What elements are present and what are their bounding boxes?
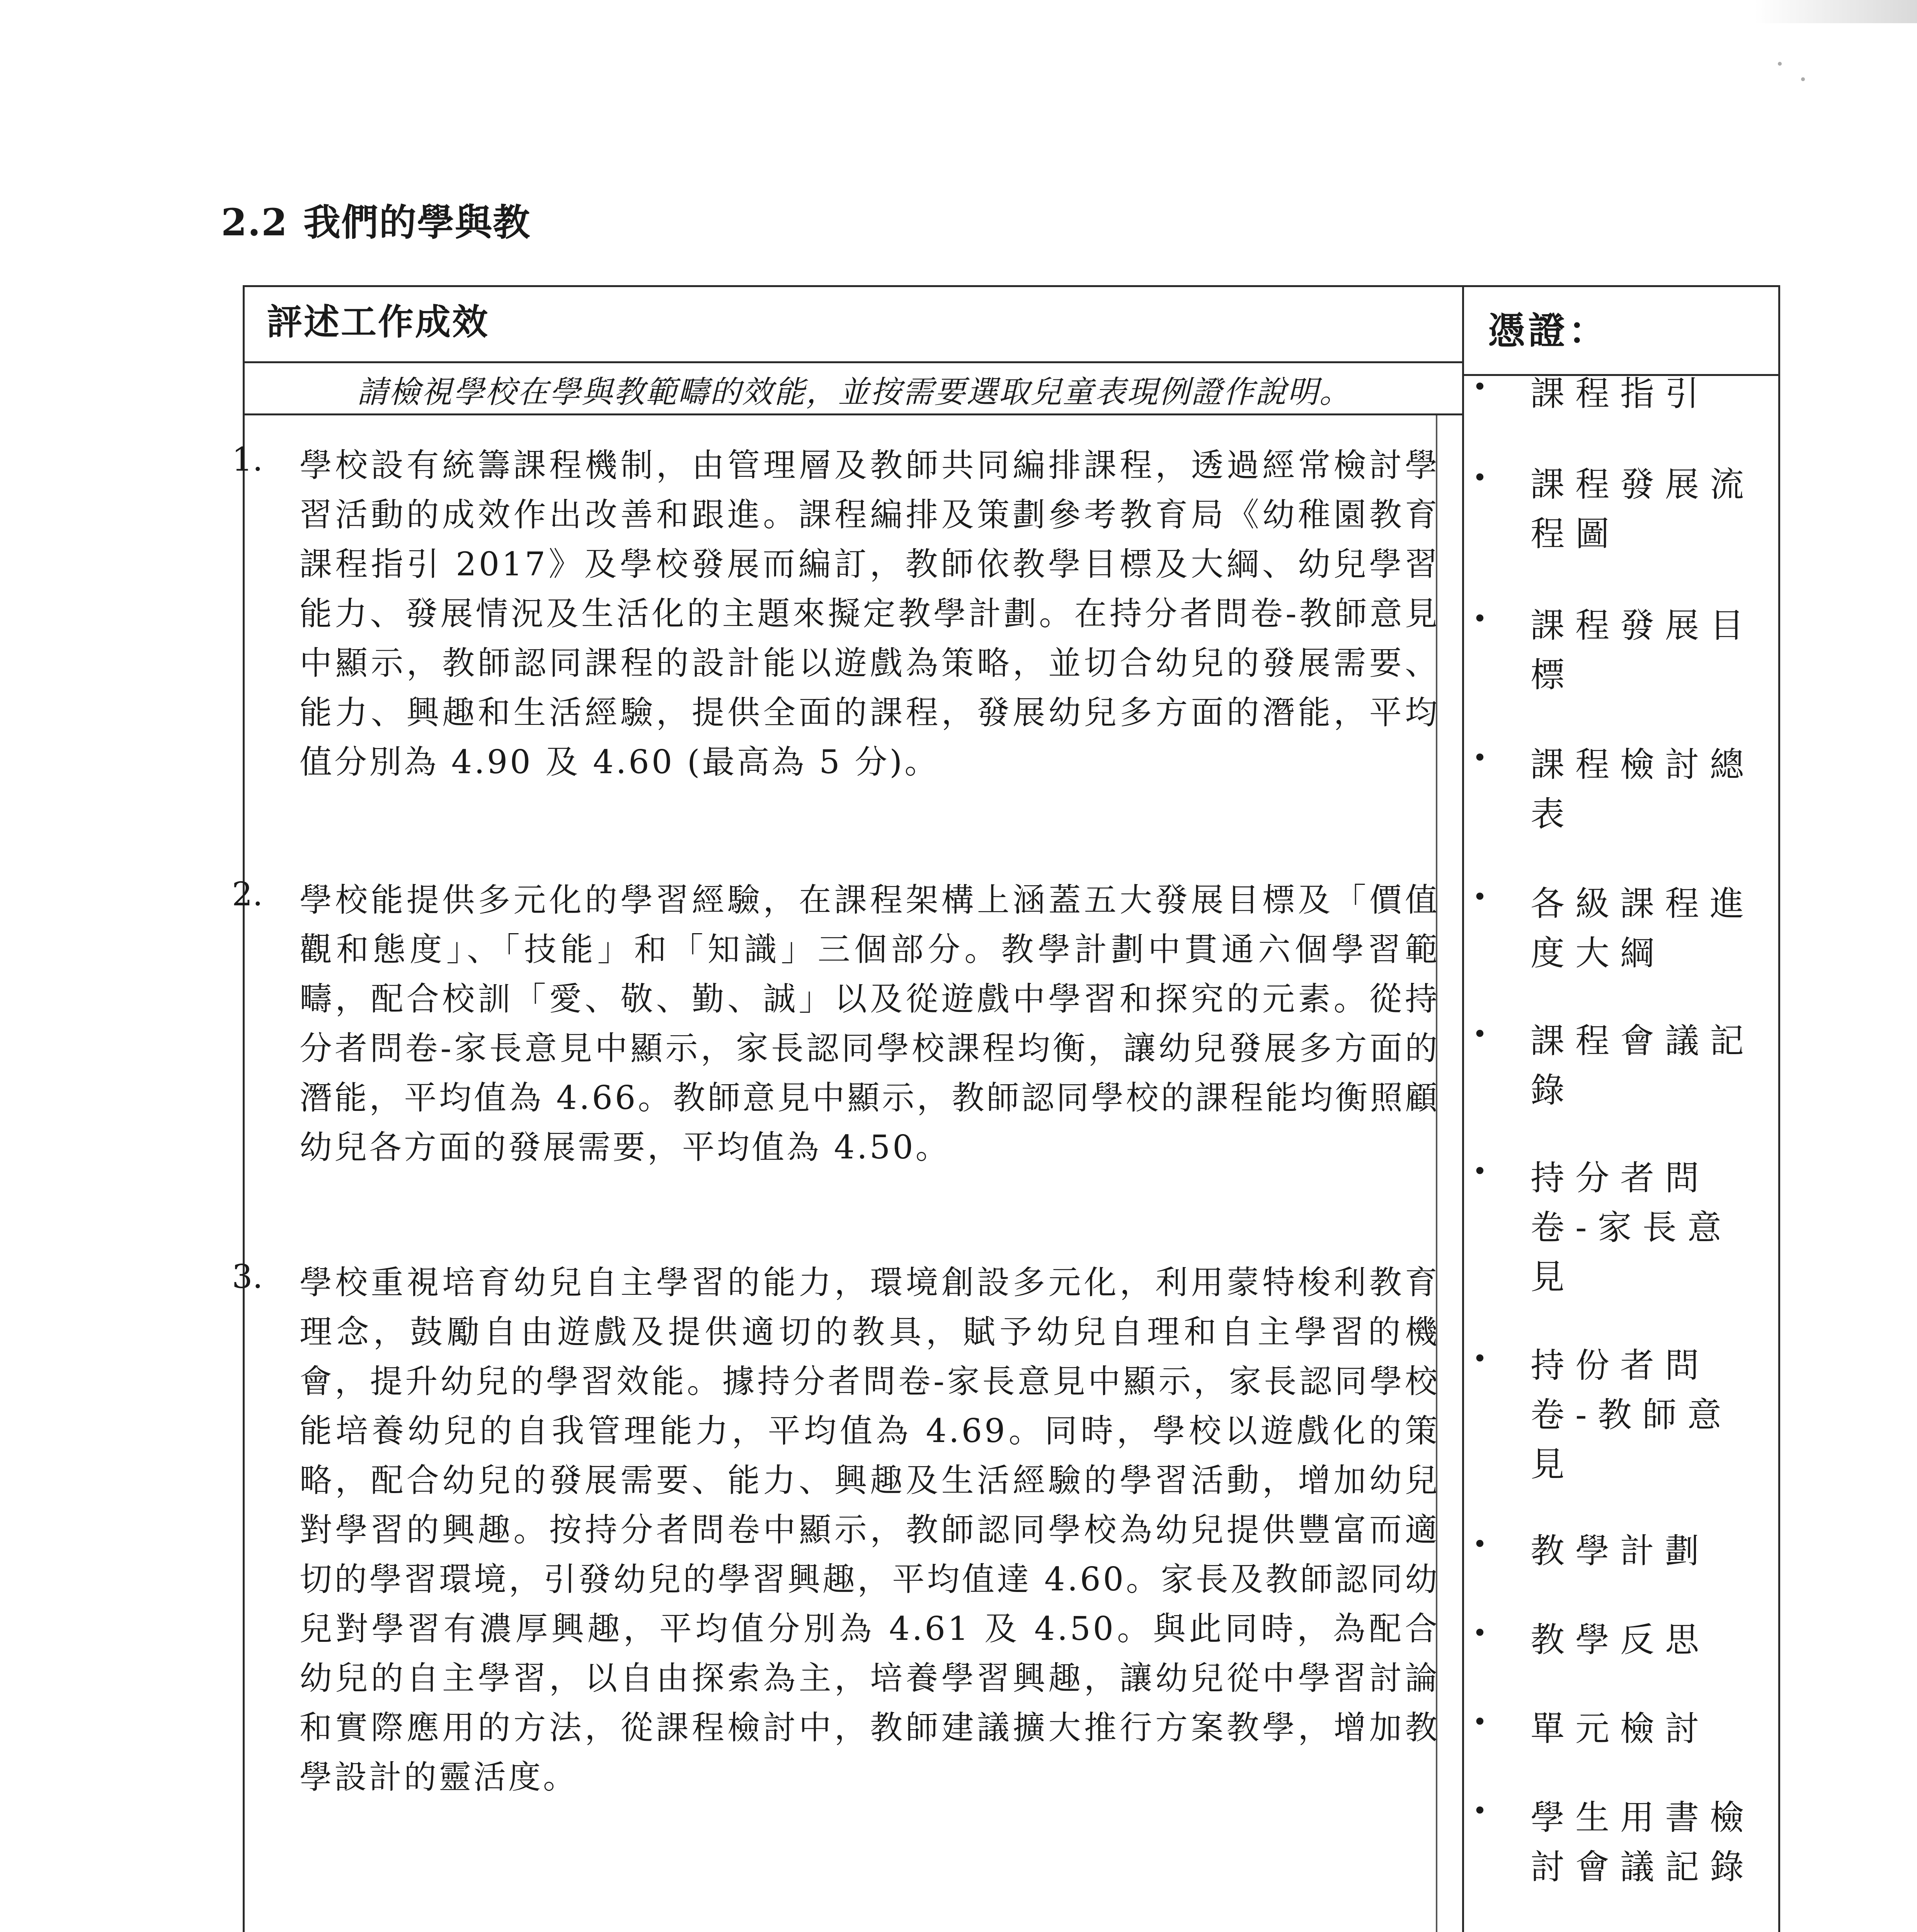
bullet-icon: • xyxy=(1473,373,1487,401)
section-title-text: 我們的學與教 xyxy=(303,201,531,244)
evidence-label: 學生用書檢討會議記錄 xyxy=(1531,1798,1755,1887)
scan-speck xyxy=(1801,77,1805,81)
item-number: 1. xyxy=(232,440,263,478)
evaluation-item xyxy=(232,875,1442,1172)
bullet-icon: • xyxy=(1473,1619,1487,1648)
evidence-label: 持分者問卷-家長意見 xyxy=(1531,1158,1732,1297)
column-divider xyxy=(1462,285,1464,1932)
bullet-icon: • xyxy=(1473,464,1487,492)
instruction-divider xyxy=(243,413,1464,415)
evaluation-item xyxy=(232,1258,1442,1802)
bullet-icon: • xyxy=(1473,605,1487,633)
instruction-text: 請檢視學校在學與教範疇的效能，並按需要選取兒童表現例證作說明。 xyxy=(357,374,1352,410)
column-header-evaluation: 評述工作成效 xyxy=(267,301,490,343)
evidence-label: 課程會議記錄 xyxy=(1531,1021,1755,1110)
bullet-icon: • xyxy=(1473,1020,1487,1049)
bullet-icon: • xyxy=(1473,1157,1487,1186)
evidence-label: 課程檢討總表 xyxy=(1531,745,1755,834)
evidence-label: 課程發展目標 xyxy=(1531,605,1755,695)
section-title xyxy=(221,193,531,246)
header-divider-left xyxy=(243,361,1464,363)
bullet-icon: • xyxy=(1473,744,1487,772)
bullet-icon: • xyxy=(1473,1797,1487,1825)
evidence-label: 課程指引 xyxy=(1531,374,1710,413)
evidence-label: 持份者問卷-教師意見 xyxy=(1531,1345,1732,1484)
bullet-icon: • xyxy=(1473,1530,1487,1559)
bullet-icon: • xyxy=(1473,883,1487,912)
bullet-icon: • xyxy=(1473,1708,1487,1736)
column-header-evidence: 憑證： xyxy=(1488,309,1609,352)
section-number: 2.2 xyxy=(221,201,288,244)
evidence-label: 教學反思 xyxy=(1531,1620,1710,1660)
bullet-icon: • xyxy=(1473,1345,1487,1373)
item-text: 學校設有統籌課程機制，由管理層及教師共同編排課程，透過經常檢討學習活動的成效作出改善和跟進。課程編排及策劃參考教育局《幼稚園教育課程指引 2017》及學校發展而編訂，教師依教學目標及大綱、幼兒學習能力、發展情況及生活化的主題來擬定教學計劃。在持分者問卷-教師意見中顯示，教師認同課程的設計能以遊戲為策略，並切合幼兒的發展需要、能力、興趣和生活經驗，提供全面的課程，發展幼兒多方面的潛能，平均值分別為 4.90 及 4.60 (最高為 5 分)。 xyxy=(300,446,1440,781)
evidence-label: 單元檢討 xyxy=(1531,1709,1710,1748)
evaluation-item xyxy=(232,440,1442,787)
item-number: 2. xyxy=(232,875,263,913)
evidence-label: 各級課程進度大綱 xyxy=(1531,884,1755,973)
item-text: 學校能提供多元化的學習經驗，在課程架構上涵蓋五大發展目標及「價值觀和態度」、「技能」和「知識」三個部分。教學計劃中貫通六個學習範疇，配合校訓「愛、敬、勤、誠」以及從遊戲中學習和探究的元素。從持分者問卷-家長意見中顯示，家長認同學校課程均衡，讓幼兒發展多方面的潛能，平均值為 4.66。教師意見中顯示，教師認同學校的課程能均衡照顧幼兒各方面的發展需要，平均值為 4.50。 xyxy=(300,881,1440,1166)
item-number: 3. xyxy=(232,1258,263,1296)
evidence-label: 課程發展流程圖 xyxy=(1531,464,1755,554)
scan-speck xyxy=(1778,62,1782,66)
scan-edge-shadow xyxy=(1755,0,1917,23)
evidence-label: 教學計劃 xyxy=(1531,1531,1710,1571)
item-text: 學校重視培育幼兒自主學習的能力，環境創設多元化，利用蒙特梭利教育理念，鼓勵自由遊戲及提供適切的教具，賦予幼兒自理和自主學習的機會，提升幼兒的學習效能。據持分者問卷-家長意見中顯示，家長認同學校能培養幼兒的自我管理能力，平均值為 4.69。同時，學校以遊戲化的策略，配合幼兒的發展需要、能力、興趣及生活經驗的學習活動，增加幼兒對學習的興趣。按持分者問卷中顯示，教師認同學校為幼兒提供豐富而適切的學習環境，引發幼兒的學習興趣，平均值達 4.60。家長及教師認同幼兒對學習有濃厚興趣，平均值分別為 4.61 及 4.50。與此同時，為配合幼兒的自主學習，以自由探索為主，培養學習興趣，讓幼兒從中學習討論和實際應用的方法，從課程檢討中，教師建議擴大推行方案教學，增加教學設計的靈活度。 xyxy=(300,1264,1440,1796)
